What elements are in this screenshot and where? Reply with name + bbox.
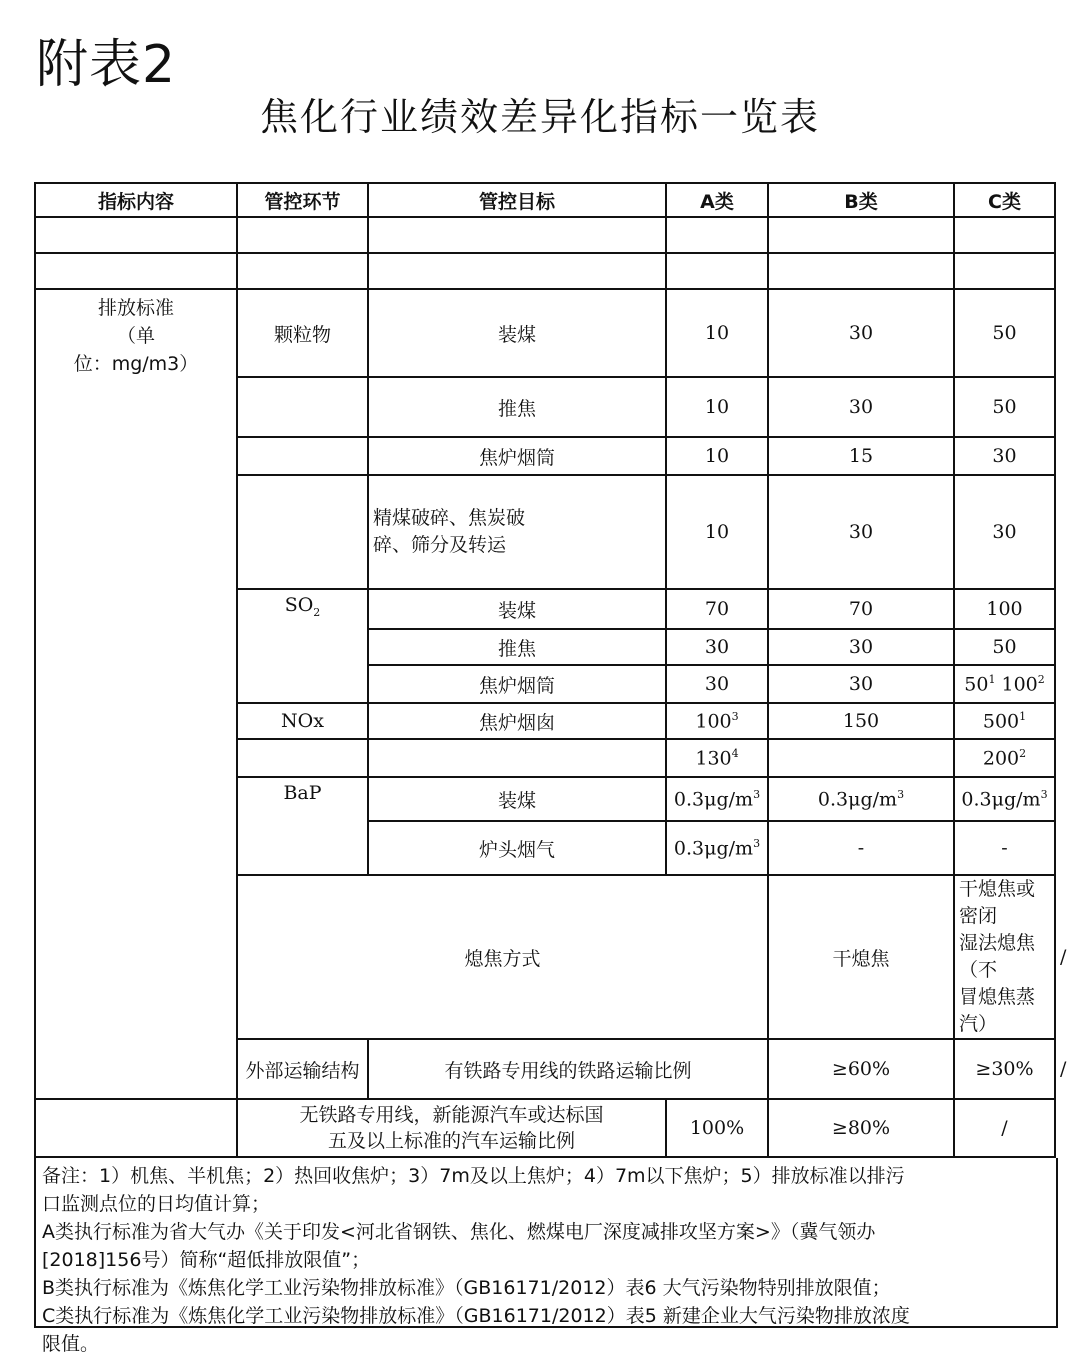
table-row — [35, 289, 1055, 377]
empty-cell — [35, 1099, 237, 1157]
control-target: 炉头烟气 — [368, 821, 666, 875]
so2-label — [237, 589, 368, 703]
control-target-line: 精煤破碎、焦炭破 — [373, 507, 526, 529]
footnote-mark: 3 — [1040, 787, 1048, 801]
empty-cell — [35, 217, 237, 253]
header-indicator: 指标内容 — [35, 183, 237, 217]
control-target-line: 碎、筛分及转运 — [373, 534, 507, 556]
footnote-mark: 2 — [1037, 672, 1045, 686]
class-a-value — [666, 703, 768, 739]
class-b-value — [768, 777, 954, 821]
class-a-value — [666, 739, 768, 777]
header-class-a: A类 — [666, 183, 768, 217]
transport-label: 外部运输结构 — [237, 1039, 368, 1099]
empty-cell — [768, 253, 954, 289]
footnote-mark: 2 — [1019, 746, 1027, 760]
table-row: 外部运输结构 有铁路专用线的铁路运输比例 ≥60% ≥30% / — [35, 1039, 1055, 1099]
class-b-value: 30 — [768, 377, 954, 437]
table-title: 焦化行业绩效差异化指标一览表 — [259, 95, 820, 139]
empty-cell — [954, 217, 1055, 253]
control-target: 有铁路专用线的铁路运输比例 — [368, 1039, 768, 1099]
value-text: 0.3μg/m — [817, 788, 898, 811]
control-target: 推焦 — [368, 377, 666, 437]
class-a-value: 100% — [666, 1099, 768, 1157]
footnote-mark: 3 — [731, 709, 739, 723]
footnote-mark: 3 — [753, 787, 761, 801]
value-line: 干熄焦或密闭 — [959, 878, 1036, 927]
emission-label-line: （单 — [116, 325, 155, 347]
value-text: 100 — [695, 710, 732, 733]
so2-label-text: SO — [284, 594, 314, 616]
empty-cell — [237, 253, 368, 289]
remark-line: A类执行标准为省大气办《关于印发<河北省钢铁、焦化、燃煤电厂深度减排攻坚方案>》（冀气领办 — [42, 1221, 876, 1243]
class-a-value: 10 — [666, 437, 768, 475]
value-text: 100 — [1001, 673, 1038, 696]
empty-cell — [237, 475, 368, 589]
quench-label: 熄焦方式 — [237, 875, 768, 1039]
emission-label-line: 位：mg/m3） — [73, 353, 199, 375]
remark-line: B类执行标准为《炼焦化学工业污染物排放标准》（GB16171/2012）表6 大气污染物特别排放限值； — [42, 1277, 891, 1299]
control-target-line: 无铁路专用线，新能源汽车或达标国 — [299, 1104, 604, 1126]
header-class-c: C类 — [954, 183, 1055, 217]
class-a-value: 10 — [666, 475, 768, 589]
value-text: 50 — [964, 673, 989, 696]
control-target: 焦炉烟筒 — [368, 437, 666, 475]
header-control-target: 管控目标 — [368, 183, 666, 217]
header-control-stage: 管控环节 — [237, 183, 368, 217]
control-target — [368, 475, 666, 589]
class-a-value: 30 — [666, 629, 768, 665]
class-a-value — [666, 777, 768, 821]
control-target: 焦炉烟囱 — [368, 703, 666, 739]
class-a-value: 30 — [666, 665, 768, 703]
empty-cell — [768, 739, 954, 777]
footnote-mark: 4 — [731, 746, 739, 760]
class-a-value: ≥60% — [768, 1039, 954, 1099]
control-target — [237, 1099, 666, 1157]
control-target: 推焦 — [368, 629, 666, 665]
class-c-value: 30 — [954, 437, 1055, 475]
empty-row — [35, 253, 1055, 289]
emission-label-line: 排放标准 — [97, 297, 174, 319]
control-target: 装煤 — [368, 589, 666, 629]
class-c-value: - — [954, 821, 1055, 875]
class-c-value: 50 — [954, 289, 1055, 377]
remark-line: 口监测点位的日均值计算； — [42, 1193, 271, 1215]
value-line: 冒熄焦蒸汽） — [959, 986, 1036, 1035]
class-b-value: 30 — [768, 629, 954, 665]
header-row — [35, 183, 1055, 217]
class-c-value: 50 — [954, 629, 1055, 665]
empty-cell — [954, 253, 1055, 289]
control-target: 装煤 — [368, 289, 666, 377]
empty-row — [35, 217, 1055, 253]
class-a-value: 70 — [666, 589, 768, 629]
value-text: 0.3μg/m — [961, 788, 1041, 811]
remark-line: 限值。 — [42, 1333, 100, 1355]
appendix-heading: 附表2 — [36, 35, 177, 95]
value-text: 130 — [695, 747, 732, 770]
empty-cell — [368, 253, 666, 289]
class-c-value — [954, 665, 1055, 703]
class-c-value — [954, 703, 1055, 739]
empty-cell — [768, 217, 954, 253]
empty-cell — [237, 377, 368, 437]
nox-label: NOx — [237, 703, 368, 739]
class-b-value: 30 — [768, 475, 954, 589]
empty-cell — [237, 217, 368, 253]
class-b-value: 15 — [768, 437, 954, 475]
class-b-value: 150 — [768, 703, 954, 739]
class-b-value: 70 — [768, 589, 954, 629]
footnote-mark: 3 — [753, 836, 761, 850]
bap-label: BaP — [237, 777, 368, 875]
remarks-box — [34, 1158, 1058, 1355]
class-c-value: 100 — [954, 589, 1055, 629]
empty-cell — [35, 253, 237, 289]
table-row: 熄焦方式 干熄焦 干熄焦或密闭 湿法熄焦（不 冒熄焦蒸汽） / — [35, 875, 1055, 1039]
footnote-mark: 3 — [897, 787, 905, 801]
empty-cell — [666, 253, 768, 289]
class-b-value: 30 — [768, 289, 954, 377]
emission-standard-cell — [35, 289, 237, 1099]
empty-cell — [237, 739, 368, 777]
pm-label: 颗粒物 — [237, 289, 368, 377]
class-a-value: 10 — [666, 377, 768, 437]
class-a-value: 干熄焦 — [768, 875, 954, 1039]
value-text: 500 — [982, 710, 1020, 733]
empty-cell — [368, 217, 666, 253]
indicator-table — [34, 182, 1067, 1158]
empty-cell — [368, 739, 666, 777]
class-a-value: 10 — [666, 289, 768, 377]
class-c-value: / — [954, 1099, 1055, 1157]
remark-line: C类执行标准为《炼焦化学工业污染物排放标准》（GB16171/2012）表5 新建企业大气污染物排放浓度 — [42, 1305, 910, 1327]
class-c-value — [954, 777, 1055, 821]
footnote-mark: 1 — [1019, 709, 1027, 723]
value-text: 200 — [982, 747, 1020, 770]
remark-line: [2018]156号）简称“超低排放限值”； — [42, 1249, 371, 1271]
class-c-value — [954, 739, 1055, 777]
class-b-value: ≥30% — [954, 1039, 1055, 1099]
footnote-mark: 1 — [988, 672, 996, 686]
class-c-value: 30 — [954, 475, 1055, 589]
empty-cell — [666, 217, 768, 253]
class-b-value: - — [768, 821, 954, 875]
value-text: 0.3μg/m — [673, 788, 754, 811]
class-b-value: 30 — [768, 665, 954, 703]
control-target-line: 五及以上标准的汽车运输比例 — [327, 1130, 575, 1152]
value-text: 0.3μg/m — [673, 837, 754, 860]
header-class-b: B类 — [768, 183, 954, 217]
class-a-value — [666, 821, 768, 875]
class-b-value: ≥80% — [768, 1099, 954, 1157]
control-target: 装煤 — [368, 777, 666, 821]
class-b-value — [954, 875, 1055, 1039]
value-line: 湿法熄焦（不 — [959, 932, 1036, 981]
class-c-value: 50 — [954, 377, 1055, 437]
control-target: 焦炉烟筒 — [368, 665, 666, 703]
so2-subscript: 2 — [313, 605, 321, 619]
remark-line: 备注：1）机焦、半机焦；2）热回收焦炉；3）7m及以上焦炉；4）7m以下焦炉；5）排放标准以排污 — [42, 1165, 905, 1187]
table-row — [35, 1099, 1055, 1157]
empty-cell — [237, 437, 368, 475]
